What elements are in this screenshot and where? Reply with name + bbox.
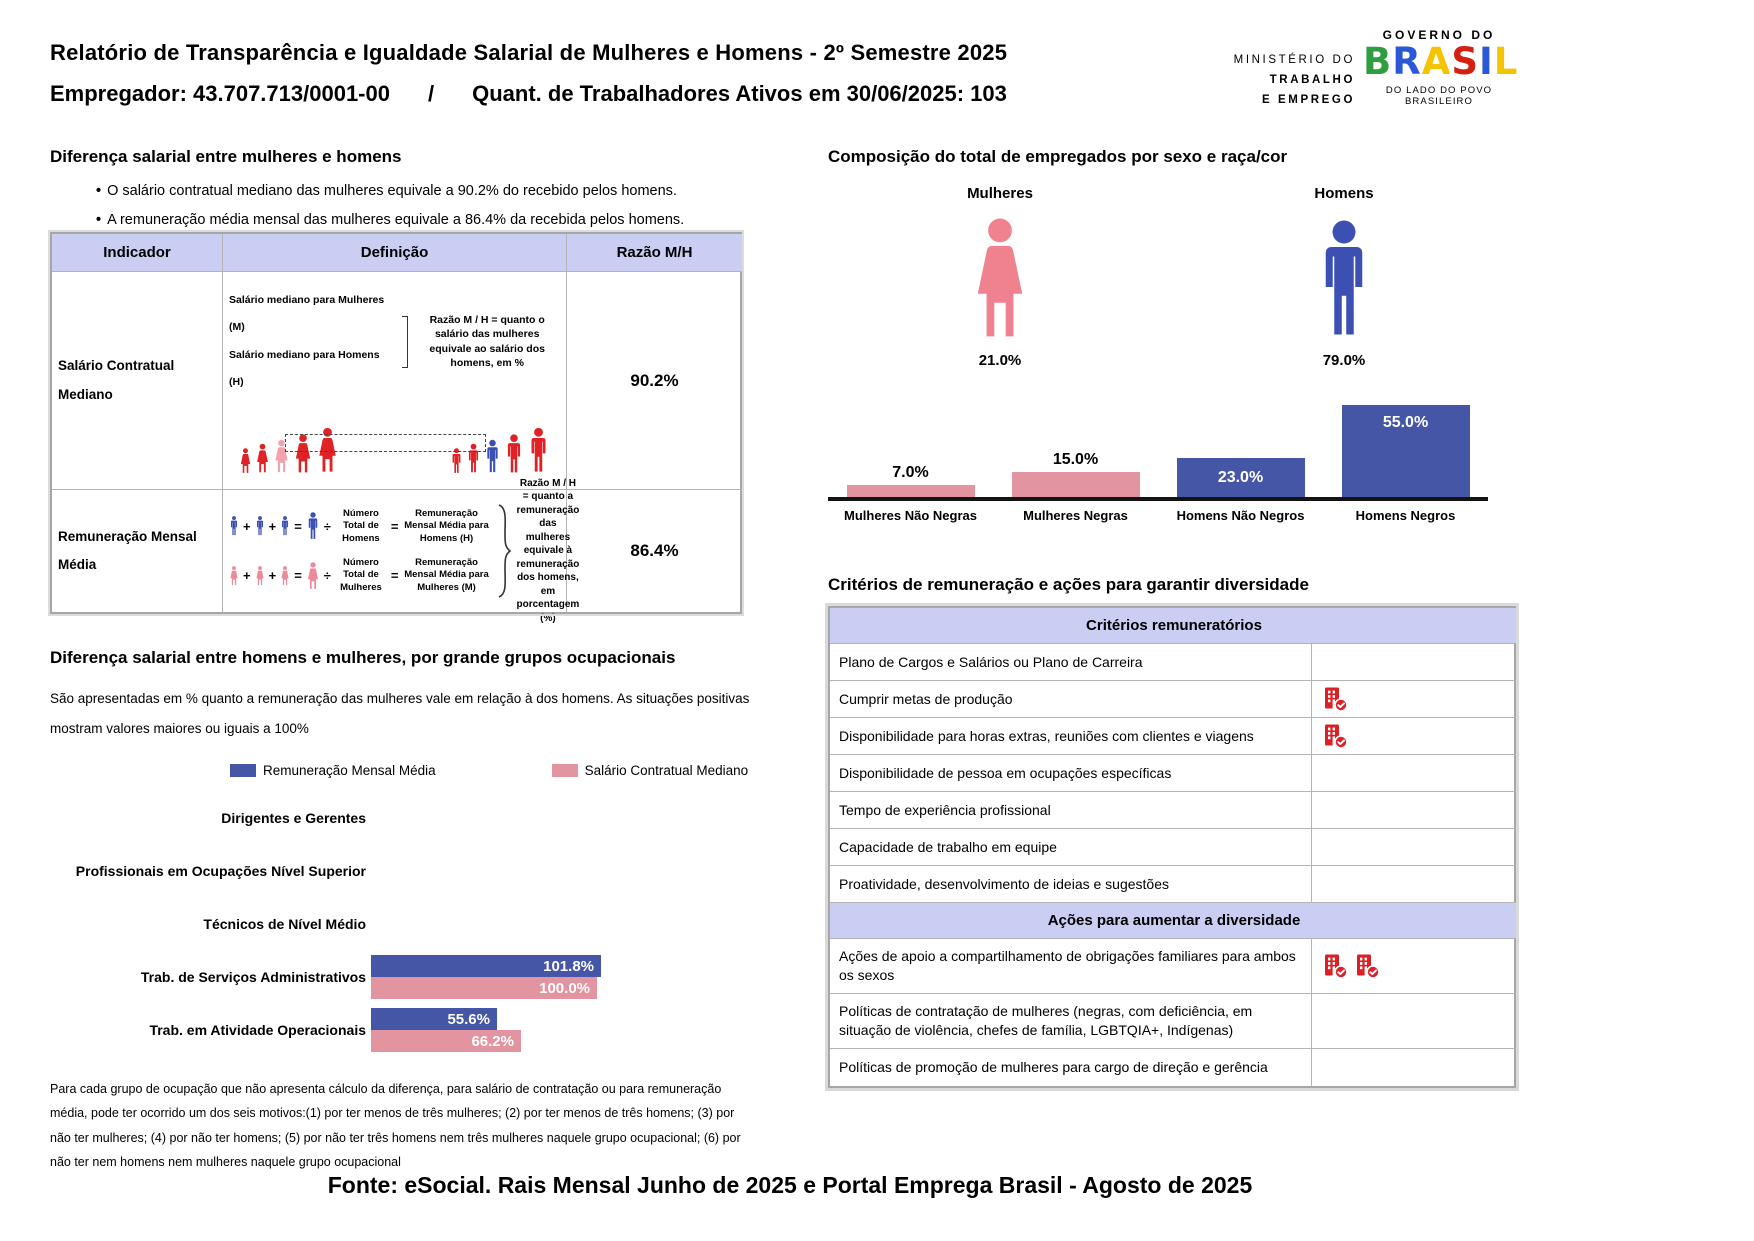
legend-item-pink xyxy=(552,763,749,778)
indicator-table xyxy=(50,232,742,624)
group-label: Profissionais em Ocupações Nível Superior xyxy=(75,862,366,879)
average-pay-ratio: 86.4% xyxy=(630,541,679,560)
criteria-row-icons xyxy=(1312,718,1518,755)
legend-label: Salário Contratual Mediano xyxy=(584,762,749,778)
category-label: Mulheres Negras xyxy=(1023,508,1128,523)
criteria-row-icons xyxy=(1312,681,1518,718)
gov-logo-top-text: GOVERNO DO xyxy=(1382,28,1496,42)
bullet-median-salary xyxy=(50,183,742,199)
report-source-footer: Fonte: eSocial. Rais Mensal Junho de 2025 e Portal Emprega Brasil - Agosto de 2025 xyxy=(327,1172,1253,1198)
criteria-row-icons xyxy=(1312,939,1518,994)
group-row xyxy=(50,845,762,898)
divide-sign: ÷ xyxy=(323,518,331,534)
men-formula-row xyxy=(229,508,491,545)
company-check-icon xyxy=(1354,953,1380,979)
criteria-section xyxy=(828,575,1516,1088)
male-figure-icon xyxy=(280,516,290,536)
company-check-icon xyxy=(1322,953,1348,979)
bar-slot xyxy=(828,464,993,497)
definition-col-header: Definição xyxy=(223,234,567,272)
legend-label: Remuneração Mensal Média xyxy=(263,762,436,778)
criteria-row-label: Ações de apoio a compartilhamento de obrigações familiares para ambos os sexos xyxy=(830,939,1312,994)
bar-salario-mediano xyxy=(371,1030,521,1052)
men-percentage: 79.0% xyxy=(1322,352,1366,369)
salary-gap-section xyxy=(50,147,742,241)
equals-sign: = xyxy=(390,568,399,584)
female-figure-icon xyxy=(255,566,265,586)
bar-value-label: 55.0% xyxy=(1382,414,1429,431)
women-result-label: Remuneração Mensal Média para Mulheres (M) xyxy=(404,557,489,593)
bar-remuneracao-media xyxy=(371,1008,497,1030)
page-subtitle xyxy=(50,81,1007,107)
bar-salario-mediano xyxy=(371,977,597,999)
criteria-row-label: Políticas de contratação de mulheres (negras, com deficiência, em situação de violência, chefes de família, LGBTQIA+, Indígenas) xyxy=(830,994,1312,1049)
chart-legend xyxy=(50,763,762,778)
row-median-salary-definition xyxy=(223,272,567,490)
company-check-icon xyxy=(1322,686,1348,712)
male-figure-icon xyxy=(1314,217,1374,342)
female-figure-icon xyxy=(255,443,270,474)
criteria-row-icons xyxy=(1312,1049,1518,1086)
group-row xyxy=(50,951,762,1004)
divide-sign: ÷ xyxy=(323,568,331,584)
composition-section xyxy=(828,147,1516,523)
male-figure-icon xyxy=(229,516,239,536)
composition-title: Composição do total de empregados por sexo e raça/cor xyxy=(828,147,1288,166)
criteria-row-label: Plano de Cargos e Salários ou Plano de Carreira xyxy=(830,644,1312,681)
median-salary-ratio: 90.2% xyxy=(567,272,742,490)
salary-gap-bullets xyxy=(50,183,742,228)
occupational-title: Diferença salarial entre homens e mulheres, por grande grupos ocupacionais xyxy=(50,648,676,667)
ministry-line3: E EMPREGO xyxy=(1261,94,1355,107)
men-group-label: Homens xyxy=(1314,185,1374,202)
occupational-footnote: Para cada grupo de ocupação que não apresenta cálculo da diferença, para salário de contratação ou para remuneração média, pode ter ocorrido um dos seis motivos:(1) por ter menos de três mulheres; (2) por ter menos de três homens; (3) por não ter mulheres; (4) por não ter homens; (5) por não ter três homens nem três mulheres naquele grupo ocupacional; (6) por não ter nem homens nem mulheres naquele grupo ocupacional xyxy=(50,1081,741,1169)
legend-swatch-blue xyxy=(230,764,256,777)
women-percentage: 21.0% xyxy=(978,352,1022,369)
ministry-line1: MINISTÉRIO DO xyxy=(1233,54,1355,66)
criteria-row-label: Disponibilidade de pessoa em ocupações específicas xyxy=(830,755,1312,792)
indicator-col-header: Indicador xyxy=(52,234,223,272)
median-crowd-graphic xyxy=(229,412,560,474)
women-formula-row xyxy=(229,557,491,594)
gov-logo-bottom-text: DO LADO DO POVO BRASILEIRO xyxy=(1385,84,1493,107)
bullet-median-salary-text: O salário contratual mediano das mulheres equivale a 90.2% do recebido pelos homens. xyxy=(107,183,677,199)
x-axis-line xyxy=(828,497,1488,501)
criteria-header-remuneration: Critérios remuneratórios xyxy=(830,608,1518,644)
description-line2: mostram valores maiores ou iguais a 100% xyxy=(50,721,309,737)
salary-gap-title: Diferença salarial entre mulheres e homens xyxy=(50,147,402,166)
plus-sign: + xyxy=(268,518,277,534)
men-divisor-label: Número Total de Homens xyxy=(342,507,380,544)
women-figure-wrap xyxy=(828,214,1172,342)
criteria-row-label: Disponibilidade para horas extras, reuniões com clientes e viagens xyxy=(830,718,1312,755)
composition-figures xyxy=(828,214,1516,342)
ministry-logo xyxy=(1205,50,1355,110)
group-row xyxy=(50,1004,762,1057)
criteria-row-label: Capacidade de trabalho em equipe xyxy=(830,829,1312,866)
bar-homens-negros xyxy=(1342,405,1470,497)
men-figure-wrap xyxy=(1172,214,1516,342)
women-divisor-label: Número Total de Mulheres xyxy=(340,557,382,593)
bullet-average-pay xyxy=(50,212,742,228)
bar-value-label: 23.0% xyxy=(1217,468,1264,486)
bullet-glyph: • xyxy=(96,212,102,228)
criteria-row-icons xyxy=(1312,994,1518,1049)
women-group-label: Mulheres xyxy=(967,185,1033,202)
occupational-description xyxy=(50,684,762,745)
female-figure-icon xyxy=(280,566,290,586)
bullet-average-pay-text: A remuneração média mensal das mulheres equivale a 86.4% da recebida pelos homens. xyxy=(107,212,685,228)
criteria-row-icons xyxy=(1312,829,1518,866)
category-label: Mulheres Não Negras xyxy=(844,508,977,523)
legend-item-blue xyxy=(230,763,436,778)
bar-slot xyxy=(1158,458,1323,497)
criteria-row-icons xyxy=(1312,644,1518,681)
bar-value-label: 15.0% xyxy=(1052,451,1099,468)
median-definition-text xyxy=(229,287,560,396)
occupational-section xyxy=(50,648,762,1174)
criteria-row-label: Cumprir metas de produção xyxy=(830,681,1312,718)
bar-slot xyxy=(993,451,1158,497)
female-figure-icon xyxy=(239,448,252,474)
row-average-pay-indicator: Remuneração Mensal Média xyxy=(52,490,223,612)
bar-homens-nao-negros xyxy=(1177,458,1305,497)
row-average-pay-definition xyxy=(223,477,580,624)
brasil-logo xyxy=(1363,28,1519,107)
bar-mulheres-nao-negras xyxy=(847,485,975,497)
equals-sign: = xyxy=(294,568,302,584)
brace-icon xyxy=(497,503,511,599)
male-figure-median-icon xyxy=(484,439,501,474)
bar-value-label: 55.6% xyxy=(447,1010,490,1028)
formula-rows xyxy=(229,508,491,594)
equals-sign: = xyxy=(294,518,302,534)
page-title: Relatório de Transparência e Igualdade Salarial de Mulheres e Homens - 2º Semestre 2025 xyxy=(50,40,1008,65)
occupational-bar-chart xyxy=(50,792,762,1057)
equals-sign: = xyxy=(390,518,399,534)
subtitle-separator: / xyxy=(427,81,435,106)
female-figure-icon xyxy=(306,562,320,590)
plus-sign: + xyxy=(243,568,251,584)
men-result-label: Remuneração Mensal Média para Homens (H) xyxy=(404,507,489,544)
bullet-glyph: • xyxy=(96,183,102,199)
ratio-col-header: Razão M/H xyxy=(567,234,742,272)
ministry-line2: TRABALHO xyxy=(1269,74,1355,87)
female-figure-icon xyxy=(969,217,1031,342)
plus-sign: + xyxy=(243,518,251,534)
composition-percentages xyxy=(828,352,1516,369)
median-ratio-note: Razão M / H = quanto o salário das mulheres equivale ao salário dos homens, em % xyxy=(429,314,545,369)
group-label: Técnicos de Nível Médio xyxy=(203,915,366,932)
bar-slot xyxy=(1323,405,1488,497)
bar-category-labels xyxy=(828,508,1488,523)
criteria-table xyxy=(828,606,1516,1088)
row-median-salary-indicator: Salário Contratual Mediano xyxy=(52,272,223,490)
group-label: Trab. de Serviços Administrativos xyxy=(140,968,366,985)
criteria-row-icons xyxy=(1312,755,1518,792)
legend-swatch-pink xyxy=(552,764,578,777)
group-row xyxy=(50,792,762,845)
bar-value-label: 100.0% xyxy=(539,979,590,997)
composition-group-labels xyxy=(828,185,1516,202)
company-check-icon xyxy=(1322,723,1348,749)
criteria-row-icons xyxy=(1312,792,1518,829)
male-figure-icon xyxy=(255,516,265,536)
female-figure-icon xyxy=(229,566,239,586)
bar-mulheres-negras xyxy=(1012,472,1140,497)
brasil-logo-wordmark: BRASIL xyxy=(1363,40,1519,83)
group-label: Dirigentes e Gerentes xyxy=(221,809,366,826)
group-bars xyxy=(371,1008,762,1052)
description-line1: São apresentadas em % quanto a remuneração das mulheres vale em relação à dos homens. As situações positivas xyxy=(50,691,750,706)
group-bars xyxy=(371,955,762,999)
criteria-row-icons xyxy=(1312,866,1518,903)
plus-sign: + xyxy=(268,568,277,584)
race-gender-bar-chart xyxy=(828,403,1488,523)
bar-area xyxy=(828,403,1488,497)
group-label: Trab. em Atividade Operacionais xyxy=(149,1021,366,1038)
median-women-line: Salário mediano para Mulheres (M) xyxy=(229,293,385,334)
criteria-title: Critérios de remuneração e ações para garantir diversidade xyxy=(828,575,1309,594)
male-figure-icon xyxy=(504,434,524,474)
median-definition-lines xyxy=(229,287,396,396)
criteria-row-label: Proatividade, desenvolvimento de ideias e sugestões xyxy=(830,866,1312,903)
category-label: Homens Não Negros xyxy=(1176,508,1305,523)
bar-value-label: 66.2% xyxy=(471,1032,514,1050)
group-row xyxy=(50,898,762,951)
bar-value-label: 7.0% xyxy=(892,464,929,481)
bar-remuneracao-media xyxy=(371,955,601,977)
criteria-row-label: Tempo de experiência profissional xyxy=(830,792,1312,829)
criteria-row-label: Políticas de promoção de mulheres para cargo de direção e gerência xyxy=(830,1049,1312,1086)
male-figure-icon xyxy=(306,512,320,540)
active-workers: Quant. de Trabalhadores Ativos em 30/06/2025: 103 xyxy=(472,81,1007,106)
median-men-line: Salário mediano para Homens (H) xyxy=(229,348,380,388)
bracket-icon xyxy=(402,316,409,368)
average-ratio-note: Razão M / H = quanto a remuneração das mulheres equivale à remuneração dos homens, em porcentagem (%) xyxy=(516,477,580,624)
employer-id: Empregador: 43.707.713/0001-00 xyxy=(50,81,390,106)
male-figure-icon xyxy=(527,427,550,474)
category-label: Homens Negros xyxy=(1355,508,1456,523)
bar-value-label: 101.8% xyxy=(543,957,594,975)
criteria-header-diversity: Ações para aumentar a diversidade xyxy=(830,903,1518,939)
median-range-box xyxy=(285,434,486,452)
average-pay-formula xyxy=(229,477,580,626)
